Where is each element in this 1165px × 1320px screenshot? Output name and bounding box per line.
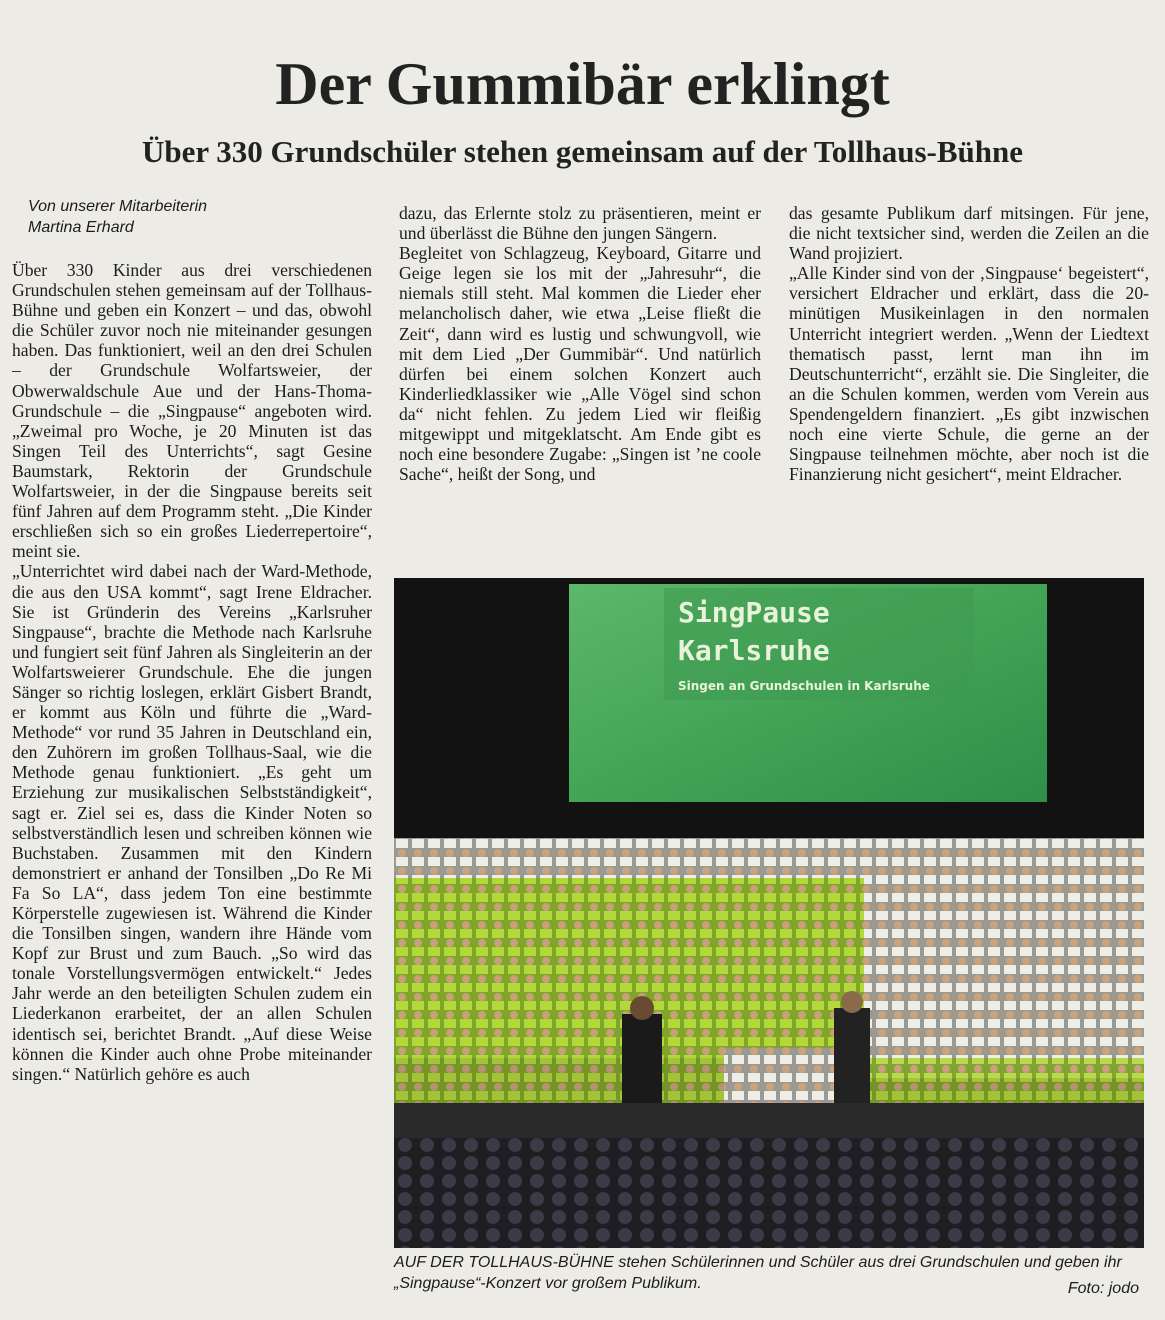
paragraph: Über 330 Kinder aus drei verschiedenen Grundschulen stehen gemeinsam auf der Tollhaus-Bühne und geben ein Konzert – und das, obwohl die Schüler zuvor noch nie miteinander gesungen haben. Das funktioniert, weil an den drei Schulen – der Grundschule Wolfartsweier, der Obwerwaldschule Aue und der Hans-Thoma-Grundschule – die „Singpause“ angeboten wird. „Zweimal pro Woche, je 20 Minuten ist das Singen Teil des Unterrichts“, sagt Gesine Baumstark, Rektorin der Grundschule Wolfartsweier, in der die Singpause bereits seit fünf Jahren auf dem Programm steht. „Die Kinder erschließen sich so ein großes Liederrepertoire“, meint sie. xyxy=(12,260,372,562)
stage-edge xyxy=(394,1103,1144,1138)
choir-white-shirts xyxy=(864,868,1144,1078)
subheadline: Über 330 Grundschüler stehen gemeinsam auf der Tollhaus-Bühne xyxy=(141,134,1024,169)
paragraph: das gesamte Publikum darf mitsingen. Für jene, die nicht textsicher sind, werden die Zeilen an die Wand projiziert. xyxy=(789,203,1149,264)
screen-title-line-1: SingPause xyxy=(678,596,830,629)
article-column-3 xyxy=(789,203,1149,563)
paragraph: „Alle Kinder sind von der ‚Singpause‘ begeistert“, versichert Eldracher und erklärt, dass die 20-minütigen Musikeinlagen in den normalen Unterricht integriert werden. „Wenn der Liedtext thematisch passt, lernt man ihn im Deutschunterricht“, erzählt sie. Die Singleiter, die an die Schulen kommen, werden vom Verein aus Spendengeldern finanziert. „Es gibt inzwischen noch eine vierte Schule, die gerne an der Singpause teilnehmen möchte, aber noch ist die Finanzierung nicht gesichert“, meint Eldracher. xyxy=(789,263,1149,485)
byline-line-1: Von unserer Mitarbeiterin xyxy=(28,198,208,215)
byline xyxy=(28,196,368,238)
caption-text: stehen Schülerinnen und Schüler aus drei Grundschulen und geben ihr „Singpause“-Konzert vor großem Publikum. xyxy=(394,1254,1122,1292)
byline-author: Martina Erhard xyxy=(28,219,134,236)
screen-subtitle: Singen an Grundschulen in Karlsruhe xyxy=(678,679,930,693)
concert-photo-illustration xyxy=(394,578,1144,1248)
screen-title-line-2: Karlsruhe xyxy=(678,634,830,667)
photo-credit: Foto: jodo xyxy=(1067,1280,1139,1297)
caption-lead: AUF DER TOLLHAUS-BÜHNE xyxy=(394,1254,614,1271)
concert-photo xyxy=(394,578,1144,1248)
paragraph: „Unterrichtet wird dabei nach der Ward-Methode, die aus den USA kommt“, sagt Irene Eldracher. Sie ist Gründerin des Vereins „Karlsruher Singpause“, brachte die Methode nach Karlsruhe und fungiert seit fünf Jahren als Singleiterin an der Wolfartsweierer Grundschule. Ehe die jungen Sänger so richtig loslegen, erklärt Gisbert Brandt, er kommt aus Köln und führte die „Ward-Methode“ vor rund 35 Jahren in Deutschland ein, den Zuhörern im großen Tollhaus-Saal, wie die Methode genau funktioniert. „Es geht um Erziehung zur musikalischen Selbstständigkeit“, sagt er. Ziel sei es, dass die Kinder Noten so selbstverständlich lesen und schreiben können wie Buchstaben. Zusammen mit den Kindern demonstriert er anhand der Tonsilben „Do Re Mi Fa So LA“, dass jedem Ton eine bestimmte Körperstelle zugewiesen ist. Während die Kinder die Tonsilben singen, wandern ihre Hände vom Kopf zur Brust und zum Bauch. „So wird das tonale Vorstellungsvermögen entwickelt.“ Jedes Jahr werde an den beteiligten Schulen zudem ein Liederkanon erarbeitet, der an allen Schulen identisch sei, berichtet Brandt. „Auf diese Weise können die Kinder auch ohne Probe miteinander singen.“ Natürlich gehöre es auch xyxy=(12,561,372,1084)
paragraph: Begleitet von Schlagzeug, Keyboard, Gitarre und Geige legen sie los mit der „Jahresuhr“, die niemals still steht. Mal kommen die Lieder eher melancholisch daher, wie etwa „Leise fließt die Zeit“, dann wird es lustig und schwungvoll, wie mit dem Lied „Der Gummibär“. Und natürlich dürfen bei einem solchen Konzert auch Kinderliedklassiker wie „Alle Vögel sind schon da“ nicht fehlen. Zu jedem Lied wir fleißig mitgewippt und mitgeklatscht. Am Ende gibt es noch eine besondere Zugabe: „Singen ist ’ne coole Sache“, heißt der Song, und xyxy=(399,243,761,485)
article-column-2 xyxy=(399,203,761,563)
audience xyxy=(394,1138,1144,1248)
paragraph: dazu, das Erlernte stolz zu präsentieren, meint er und überlässt die Bühne den jungen Sängern. xyxy=(399,203,761,244)
photo-caption xyxy=(394,1252,1139,1294)
headline: Der Gummibär erklingt xyxy=(275,51,890,117)
article-column-1 xyxy=(12,260,372,1290)
